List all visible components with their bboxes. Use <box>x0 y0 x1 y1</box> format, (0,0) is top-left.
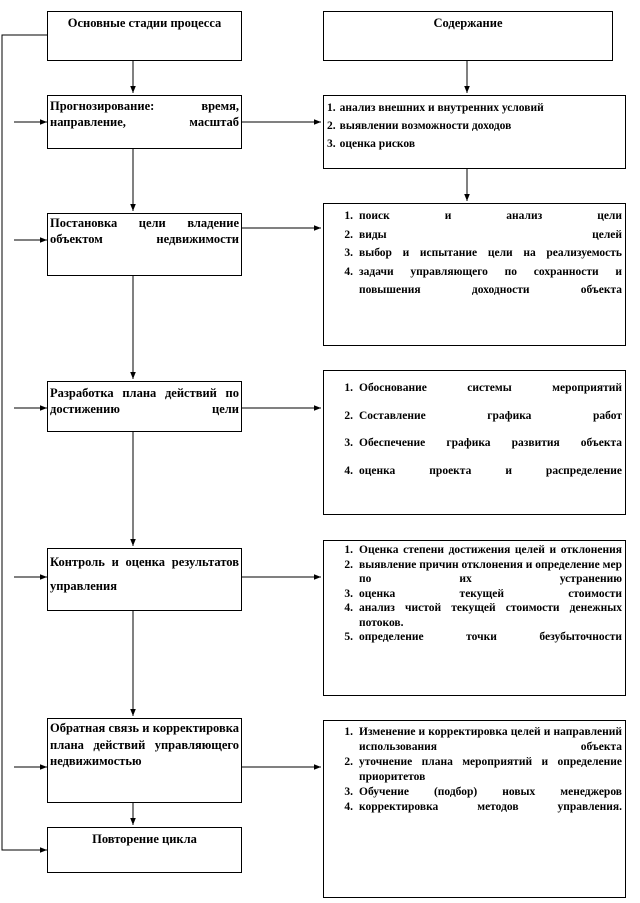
stage-box-1 <box>47 95 242 149</box>
item-number: 3. <box>344 587 353 600</box>
content-list <box>327 207 622 300</box>
content-list-item <box>327 630 622 645</box>
feedback-loop-line <box>2 35 47 850</box>
item-text: оценка текущей стоимости <box>359 587 622 600</box>
item-number: 1. <box>344 382 353 394</box>
item-text: выявлении возможности доходов <box>339 120 512 132</box>
item-text: поиск и анализ цели <box>359 210 622 222</box>
stage-label: Повторение цикла <box>92 832 197 846</box>
content-list-item <box>327 135 622 153</box>
stage-box-3 <box>47 381 242 432</box>
item-text: Обучение (подбор) новых менеджеров <box>359 786 622 798</box>
item-text: анализ чистой текущей стоимости денежных потоков. <box>359 602 622 629</box>
item-number: 4. <box>344 801 353 813</box>
item-number: 2. <box>327 120 336 132</box>
content-box-1 <box>323 95 626 169</box>
content-list-item <box>327 587 622 602</box>
content-list-item <box>327 430 622 458</box>
item-number: 3. <box>327 138 336 150</box>
content-header-text: Содержание <box>433 16 503 30</box>
content-list-item <box>327 244 622 263</box>
item-text: оценка рисков <box>339 138 416 150</box>
stage-label: Прогнозирование: время, направление, масштаб <box>50 99 239 129</box>
content-list-item <box>327 375 622 403</box>
item-text: задачи управляющего по сохранности и повышения доходности объекта <box>359 265 622 296</box>
item-number: 2. <box>344 409 353 422</box>
stages-header-box <box>47 11 242 61</box>
stage-box-2 <box>47 213 242 276</box>
item-text: Составление графика работ <box>359 409 622 422</box>
item-number: 2. <box>344 756 353 768</box>
item-number: 2. <box>344 558 353 571</box>
item-number: 4. <box>344 602 353 614</box>
item-text: определение точки безубыточности <box>359 631 622 643</box>
item-text: анализ внешних и внутренних условий <box>339 102 544 114</box>
item-number: 1. <box>344 544 353 556</box>
item-number: 3. <box>344 247 353 259</box>
stage-box-5 <box>47 718 242 803</box>
stage-label: Постановка цели владение объектом недвижимости <box>50 216 239 246</box>
item-text: виды целей <box>359 228 622 241</box>
item-number: 2. <box>344 228 353 241</box>
item-text: Обоснование системы мероприятий <box>359 382 622 394</box>
content-list-item <box>327 99 622 117</box>
item-text: уточнение плана мероприятий и определение приоритетов <box>359 756 622 783</box>
item-text: Обеспечение графика развития объекта <box>359 437 622 449</box>
item-number: 4. <box>344 464 353 477</box>
content-list-item <box>327 785 622 800</box>
stage-box-6 <box>47 827 242 873</box>
item-text: выявление причин отклонения и определение мер по их устранению <box>359 558 622 585</box>
item-number: 5. <box>344 631 353 643</box>
content-list-item <box>327 263 622 300</box>
content-box-4 <box>323 540 626 696</box>
item-number: 3. <box>344 437 353 449</box>
content-list-item <box>327 458 622 486</box>
content-box-2 <box>323 203 626 346</box>
item-number: 4. <box>344 265 353 278</box>
item-number: 1. <box>327 102 336 114</box>
content-list <box>327 543 622 645</box>
stage-label: Разработка плана действий по достижению цели <box>50 386 239 416</box>
content-list-item <box>327 725 622 755</box>
item-text: Изменение и корректировка целей и направлений использования объекта <box>359 726 622 753</box>
item-text: выбор и испытание цели на реализуемость <box>359 247 622 259</box>
item-number: 1. <box>344 210 353 222</box>
content-list-item <box>327 800 622 815</box>
content-box-3 <box>323 370 626 515</box>
stage-box-4 <box>47 548 242 611</box>
stage-label: Обратная связь и корректировка плана действий управляющего недвижимостью <box>50 721 239 768</box>
stage-label: Контроль и оценка результатов управления <box>50 555 239 593</box>
content-box-5 <box>323 720 626 898</box>
content-list-item <box>327 207 622 226</box>
content-list <box>327 99 622 153</box>
item-text: корректировка методов управления. <box>359 801 622 813</box>
content-list-item <box>327 558 622 587</box>
content-list-item <box>327 601 622 630</box>
content-header-box <box>323 11 613 61</box>
item-text: оценка проекта и распределение <box>359 464 622 477</box>
content-list-item <box>327 755 622 785</box>
content-list-item <box>327 117 622 135</box>
item-number: 1. <box>344 726 353 738</box>
content-list-item <box>327 403 622 431</box>
item-text: Оценка степени достижения целей и отклонения <box>359 544 622 556</box>
content-list <box>327 375 622 485</box>
item-number: 3. <box>344 786 353 798</box>
content-list <box>327 725 622 815</box>
content-list-item <box>327 226 622 245</box>
stages-header-text: Основные стадии процесса <box>67 16 222 30</box>
content-list-item <box>327 543 622 558</box>
